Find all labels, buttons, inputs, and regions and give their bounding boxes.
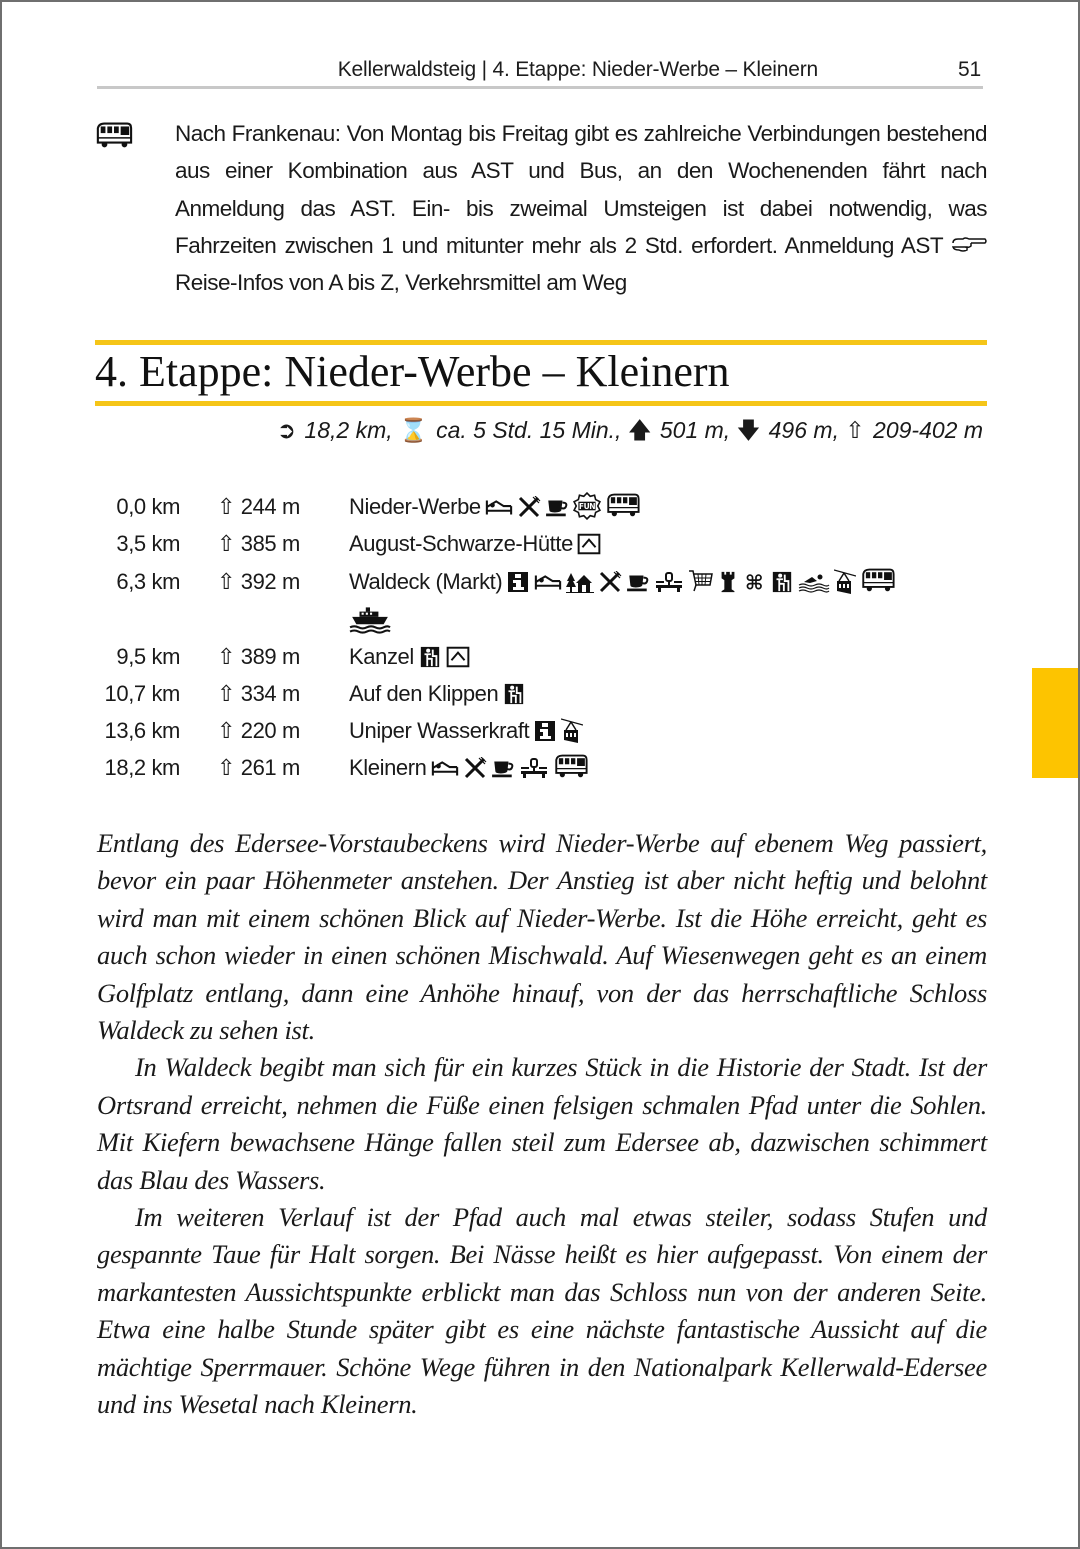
description-paragraph: In Waldeck begibt man sich für ein kurzes Stück in die Historie der Stadt. Ist der Ortsrand erreicht, nehmen die Füße einen felsigen schmalen Pfad unter die Sohlen. Mit Kiefern bewachsene Hänge fallen steil zum Edersee ab, dazwischen schimmert das Blau des Wassers. (97, 1052, 987, 1195)
waypoint-place (349, 525, 989, 562)
waypoint-row (95, 563, 995, 638)
swimming-icon (798, 571, 830, 593)
waypoint-altitude (217, 675, 300, 712)
chapter-thumb-tab (1032, 668, 1078, 778)
bus-icon (605, 492, 641, 518)
altitude-arrow-icon: ⇧ (217, 531, 236, 557)
place-name: Nieder-Werbe (349, 494, 481, 519)
running-header (97, 58, 983, 89)
waypoint-altitude (217, 712, 300, 749)
place-name: August-Schwarze-Hütte (349, 531, 573, 557)
description-paragraph: Entlang des Edersee-Vorstaubeckens wird Nieder-Werbe auf ebenem Weg passiert, bevor ein paar Höhenmeter anstehen. Der Anstieg ist aber nicht heftig und belohnt wird man mit einem schönen Blick auf Nieder-Werbe. Ist die Höhe erreicht, geht es auch schon wieder in einen schönen Mischwald. Auf Wiesenwegen geht es an einem Golfplatz entlang, dann eine Anhöhe hinauf, von der das herrschaftliche Schloss Waldeck zu sehen ist. (97, 828, 987, 1046)
restaurant-icon (598, 571, 622, 593)
altitude-arrow-icon: ⇧ (217, 680, 236, 706)
waypoint-altitude (217, 563, 300, 600)
altitude-value: 261 m (240, 755, 300, 781)
place-name: Kanzel (349, 643, 414, 669)
shelter-hut-icon (577, 533, 601, 555)
altitude-arrow-icon: ⇧ (217, 494, 236, 519)
altitude-arrow-icon: ⇧ (217, 718, 236, 744)
cable-car-icon (561, 718, 583, 746)
waypoint-place (349, 488, 989, 525)
sight-icon (742, 571, 766, 593)
ascent-arrow-icon: 🡅 (627, 417, 652, 443)
place-name: Kleinern (349, 755, 427, 781)
pointing-hand-icon (951, 235, 987, 255)
bed-icon (485, 496, 513, 518)
waypoint-distance: 6,3 km (116, 568, 180, 594)
viewpoint-icon (418, 646, 442, 668)
waypoint-row (95, 488, 995, 525)
waypoint-table (95, 488, 995, 787)
bed-icon (431, 757, 459, 779)
place-name: Auf den Klippen (349, 680, 499, 706)
stage-heading (95, 340, 987, 406)
waypoint-row (95, 749, 995, 786)
forest-lodge-icon (566, 571, 594, 593)
altitude-arrow-icon: ⇧ (217, 643, 236, 669)
viewpoint-icon (502, 683, 526, 705)
stat-descent: 496 m, (768, 417, 839, 443)
waypoint-place (349, 675, 989, 712)
descent-arrow-icon: 🡇 (736, 417, 761, 443)
stage-stats (277, 414, 983, 453)
waypoint-distance: 13,6 km (104, 718, 180, 744)
transit-reference: Reise-Infos von A bis Z, Verkehrsmittel am Weg (175, 270, 627, 296)
waypoint-row (95, 525, 995, 562)
boat-icon (349, 606, 391, 634)
stage-title: 4. Etappe: Nieder-Werbe – Kleinern (95, 347, 730, 396)
waypoint-altitude (217, 749, 300, 786)
shelter-hut-icon (446, 646, 470, 668)
transit-text-main: Nach Frankenau: Von Montag bis Freitag gibt es zahlreiche Verbindungen bestehend aus einer Kombination aus AST und Bus, an den Wochenenden fährt nach Anmeldung das AST. Ein- bis zweimal Umsteigen ist dabei notwendig, was Fahrzeiten zwischen 1 und mitunter mehr als 2 Std. erfordert. Anmeldung AST (175, 121, 987, 258)
description-paragraph: Im weiteren Verlauf ist der Pfad auch mal etwas steiler, sodass Stufen und gespannte Taue für Halt sorgen. Bei Nässe heißt es hier aufgepasst. Von einem der markantesten Aussichtspunkte erblickt man das Schloss nun von der anderen Seite. Etwa eine halbe Stunde später gibt es eine nächste fantastische Aussicht auf die mächtige Sperrmauer. Schöne Wege führen in den Nationalpark Kellerwald-Edersee und ins Wesetal nach Kleinern. (97, 1202, 987, 1420)
scale-pharmacy-icon (654, 571, 684, 593)
cafe-icon (626, 571, 650, 593)
restaurant-icon (517, 496, 541, 518)
waypoint-row (95, 712, 995, 749)
waypoint-distance: 18,2 km (104, 755, 180, 781)
waypoint-place (349, 563, 989, 641)
waypoint-altitude (217, 525, 300, 562)
waypoint-distance: 0,0 km (116, 494, 180, 519)
waypoint-distance: 10,7 km (104, 680, 180, 706)
altitude-value: 334 m (240, 680, 300, 706)
waypoint-altitude (217, 488, 300, 525)
bed-icon (534, 571, 562, 593)
page-number: 51 (958, 58, 981, 81)
cable-car-icon (834, 569, 856, 597)
bus-icon (860, 567, 896, 593)
altitude-value: 389 m (240, 643, 300, 669)
shopping-cart-icon (688, 569, 714, 593)
altitude-arrow-icon: ⇧ (217, 755, 236, 781)
stat-altitude-range: 209-402 m (873, 417, 983, 443)
stat-distance: 18,2 km, (304, 417, 393, 443)
altitude-outline-arrow-icon: ⇧ (845, 417, 865, 443)
stage-description (97, 825, 987, 1424)
waypoint-row (95, 675, 995, 712)
waypoint-row (95, 638, 995, 675)
altitude-arrow-icon: ⇧ (217, 568, 236, 594)
waypoint-distance: 9,5 km (116, 643, 180, 669)
running-title: Kellerwaldsteig | 4. Etappe: Nieder-Werbe – Kleinern (337, 58, 818, 81)
waypoint-distance: 3,5 km (116, 531, 180, 557)
place-name: Uniper Wasserkraft (349, 718, 530, 744)
waypoint-place (349, 712, 989, 749)
stat-ascent: 501 m, (659, 417, 731, 443)
place-name: Waldeck (Markt) (349, 568, 503, 594)
restaurant-icon (463, 757, 487, 779)
transit-text (175, 115, 987, 301)
castle-tower-icon (718, 571, 738, 593)
bus-icon (95, 119, 133, 151)
hourglass-icon: ⌛ (399, 417, 428, 443)
cafe-icon (545, 496, 569, 518)
cafe-icon (491, 757, 515, 779)
waypoint-place (349, 749, 989, 786)
altitude-value: 220 m (240, 718, 300, 744)
altitude-value: 244 m (240, 494, 300, 519)
altitude-value: 385 m (240, 531, 300, 557)
altitude-value: 392 m (240, 568, 300, 594)
waypoint-place (349, 638, 989, 675)
waypoint-altitude (217, 638, 300, 675)
info-icon (533, 720, 557, 742)
stat-duration: ca. 5 Std. 15 Min., (436, 417, 622, 443)
scale-pharmacy-icon (519, 757, 549, 779)
info-icon (506, 571, 530, 593)
viewpoint-icon (770, 571, 794, 593)
distance-arrow-icon: ➲ (276, 417, 297, 443)
bus-icon (553, 753, 589, 779)
fun-leisure-icon (573, 492, 601, 520)
